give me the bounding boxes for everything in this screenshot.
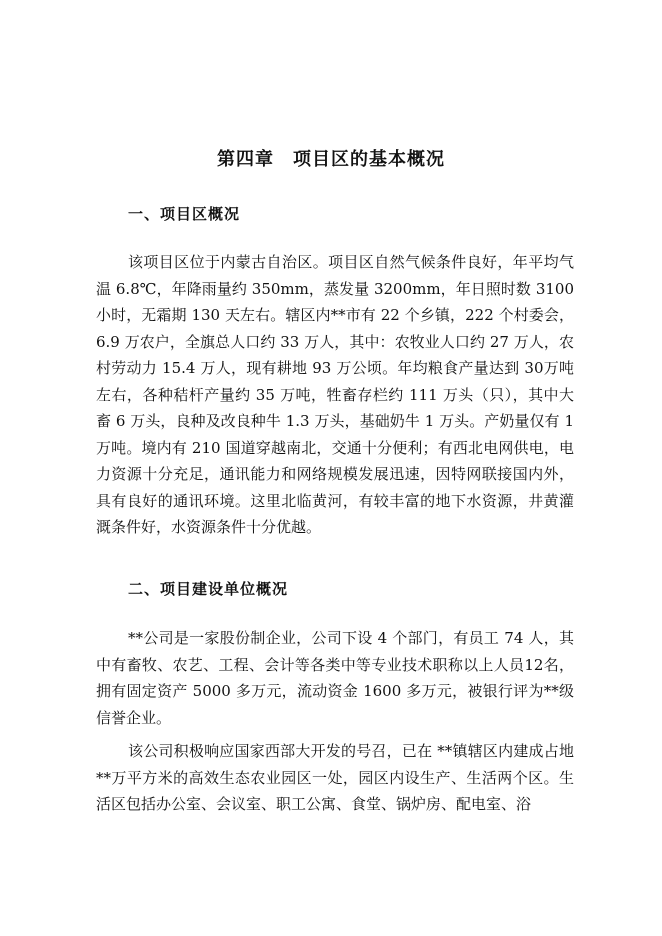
chapter-title: 第四章 项目区的基本概况 <box>217 149 445 170</box>
paragraph-company-profile: **公司是一家股份制企业，公司下设 4 个部门，有员工 74 人，其中有畜牧、农艺、工程、会计等各类中等专业技术职称以上人员12名，拥有固定资产 5000 多万元，流动资金 1600 多万元，被银行评为**级信誉企业。 <box>96 629 574 727</box>
paragraph-eco-park: 该公司积极响应国家西部大开发的号召，已在 **镇辖区内建成占地**万平方米的高效生态农业园区一处，园区内设生产、生活两个区。生活区包括办公室、会议室、职工公寓、食堂、锅炉房、配电室、浴 <box>96 742 574 813</box>
section-heading-construction-unit: 二、项目建设单位概况 <box>128 580 289 598</box>
paragraph-project-area-overview: 该项目区位于内蒙古自治区。项目区自然气候条件良好，年平均气温 6.8℃，年降雨量约 350mm，蒸发量 3200mm，年日照时数 3100小时，无霜期 130 天左右。辖区内**市有 22 个乡镇，222 个村委会，6.9 万农户，全旗总人口约 33 万人，其中：农牧业人口约 27 万人，农村劳动力 15.4 万人，现有耕地 93 万公顷。年均粮食产量达到 30万吨左右，各种秸杆产量约 35 万吨，牲畜存栏约 111 万头（只），其中大畜 6 万头，良种及改良种牛 1.3 万头，基础奶牛 1 万头。产奶量仅有 1 万吨。境内有 210 国道穿越南北，交通十分便利；有西北电网供电，电力资源十分充足，通讯能力和网络规模发展迅速，因特网联接国内外，具有良好的通讯环境。这里北临黄河，有较丰富的地下水资源，井黄灌溉条件好，水资源条件十分优越。 <box>96 253 574 536</box>
section-heading-project-area: 一、项目区概况 <box>128 205 241 223</box>
